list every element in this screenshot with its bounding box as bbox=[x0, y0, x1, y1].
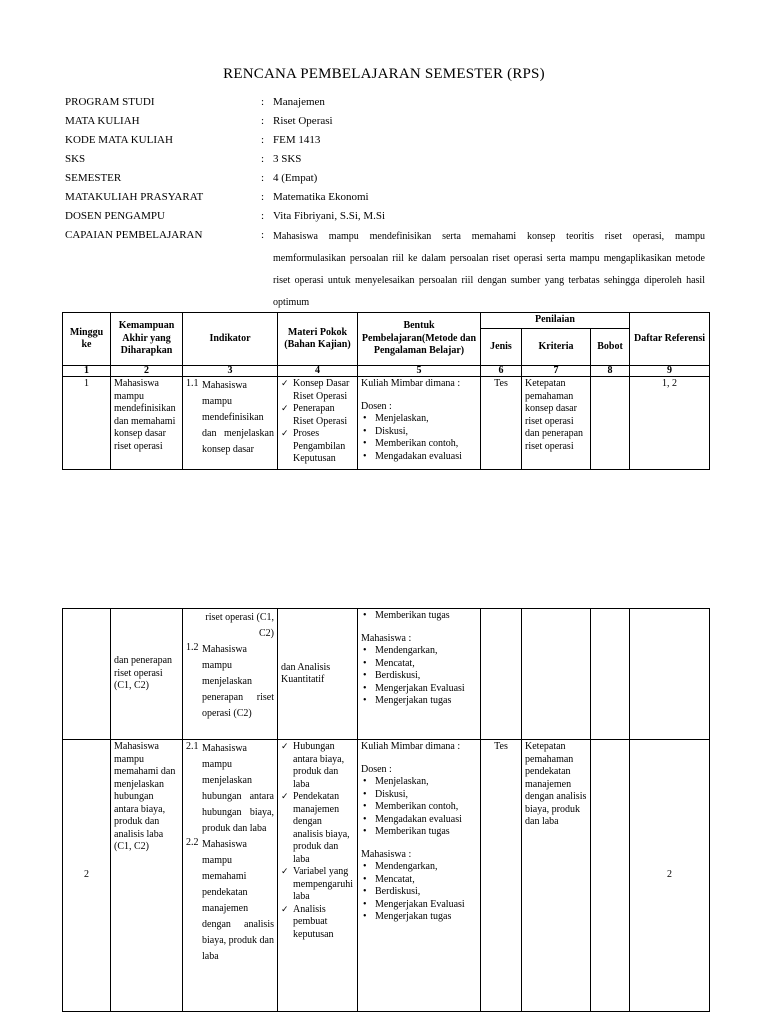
dosen-item: • Menjelaskan, bbox=[361, 413, 477, 426]
dosen-item: • Memberikan contoh, bbox=[361, 801, 477, 814]
info-value: 3 SKS bbox=[273, 153, 302, 165]
info-label: DOSEN PENGAMPU bbox=[65, 210, 165, 222]
indicator-number: 2.1 bbox=[186, 741, 199, 752]
materi-item: ✓ Penerapan Riset Operasi bbox=[281, 403, 354, 428]
mahasiswa-item: • Mendengarkan, bbox=[361, 645, 477, 658]
info-value: Vita Fibriyani, S.Si, M.Si bbox=[273, 210, 386, 222]
info-colon: : bbox=[261, 153, 265, 165]
cell-minggu bbox=[63, 609, 111, 740]
info-value: Mahasiswa mampu mendefinisikan serta memahami konsep teoritis riset operasi, mampu memformulasikan persoalan riil ke dalam persoalan riset operasi serta mampu mengaplikasikan metode riset operasi untuk menyelesaikan persoalan riil dengan sumber yang terbatas sehingga diperoleh hasil optimum bbox=[273, 231, 705, 308]
info-row-capaian bbox=[65, 226, 705, 314]
dosen-item: • Diskusi, bbox=[361, 426, 477, 439]
info-row-program-studi bbox=[65, 93, 705, 112]
cell-indikator bbox=[183, 740, 278, 1012]
dosen-item: • Mengadakan evaluasi bbox=[361, 451, 477, 464]
cell-bentuk bbox=[358, 609, 481, 740]
info-colon: : bbox=[261, 229, 265, 241]
info-colon: : bbox=[261, 210, 265, 222]
mahasiswa-item: • Mencatat, bbox=[361, 874, 477, 887]
info-label: KODE MATA KULIAH bbox=[65, 134, 173, 146]
table-row-week1 bbox=[63, 377, 710, 470]
info-row-kode bbox=[65, 131, 705, 150]
mahasiswa-item: • Berdiskusi, bbox=[361, 886, 477, 899]
materi-item: ✓ Proses Pengambilan Keputusan bbox=[281, 428, 354, 466]
indicator-text: Mahasiswa mampu memahami pendekatan manajemen dengan analisis biaya, produk dan laba bbox=[202, 839, 274, 962]
header-minggu: Minggu ke bbox=[63, 313, 111, 366]
materi-item: ✓ Pendekatan manajemen dengan analisis biaya, produk dan laba bbox=[281, 791, 354, 866]
cell-materi bbox=[278, 740, 358, 1012]
mahasiswa-label: Mahasiswa : bbox=[361, 632, 412, 644]
table-row-week2 bbox=[63, 740, 710, 1012]
col-number: 2 bbox=[111, 366, 183, 377]
info-row-semester bbox=[65, 169, 705, 188]
bentuk-intro: Kuliah Mimbar dimana : bbox=[361, 378, 461, 389]
cell-kemampuan: Mahasiswa mampu mendefinisikan dan memahami konsep dasar riset operasi bbox=[111, 377, 183, 470]
rps-table-page1 bbox=[62, 312, 710, 470]
indicator-number: 1.1 bbox=[186, 378, 199, 389]
cell-minggu: 2 bbox=[63, 740, 111, 1012]
header-bobot: Bobot bbox=[591, 329, 630, 366]
info-colon: : bbox=[261, 172, 265, 184]
mahasiswa-item: • Berdiskusi, bbox=[361, 670, 477, 683]
header-indikator: Indikator bbox=[183, 313, 278, 366]
dosen-item: • Memberikan tugas bbox=[361, 610, 477, 623]
header-jenis: Jenis bbox=[481, 329, 522, 366]
materi-item: ✓ Konsep Dasar Riset Operasi bbox=[281, 378, 354, 403]
indicator-text: Mahasiswa mampu mendefinisikan dan menjelaskan konsep dasar bbox=[202, 380, 274, 455]
cell-jenis bbox=[481, 609, 522, 740]
indicator-text: Mahasiswa mampu menjelaskan hubungan antara hubungan biaya, produk dan laba bbox=[202, 743, 274, 834]
mahasiswa-item: • Mengerjakan tugas bbox=[361, 695, 477, 708]
info-colon: : bbox=[261, 115, 265, 127]
dosen-label: Dosen : bbox=[361, 400, 392, 412]
info-row-sks bbox=[65, 150, 705, 169]
cell-minggu: 1 bbox=[63, 377, 111, 470]
col-number: 9 bbox=[630, 366, 710, 377]
col-number: 7 bbox=[522, 366, 591, 377]
cell-indikator bbox=[183, 609, 278, 740]
dosen-item: • Diskusi, bbox=[361, 789, 477, 802]
col-number: 1 bbox=[63, 366, 111, 377]
info-row-dosen bbox=[65, 207, 705, 226]
header-penilaian: Penilaian bbox=[481, 313, 630, 329]
table-row-week1-cont bbox=[63, 609, 710, 740]
cell-referensi bbox=[630, 609, 710, 740]
header-referensi: Daftar Referensi bbox=[630, 313, 710, 366]
info-value: 4 (Empat) bbox=[273, 172, 318, 184]
cell-bobot bbox=[591, 377, 630, 470]
col-number: 8 bbox=[591, 366, 630, 377]
info-label: CAPAIAN PEMBELAJARAN bbox=[65, 229, 203, 241]
cell-kemampuan: Mahasiswa mampu memahami dan menjelaskan hubungan antara biaya, produk dan analisis laba (C1, C2) bbox=[111, 740, 183, 1012]
mahasiswa-item: • Mengerjakan Evaluasi bbox=[361, 683, 477, 696]
col-number: 3 bbox=[183, 366, 278, 377]
dosen-label: Dosen : bbox=[361, 763, 392, 775]
header-bentuk: Bentuk Pembelajaran(Metode dan Pengalaman Belajar) bbox=[358, 313, 481, 366]
document-title: RENCANA PEMBELAJARAN SEMESTER (RPS) bbox=[223, 66, 545, 82]
info-colon: : bbox=[261, 134, 265, 146]
info-label: SEMESTER bbox=[65, 172, 122, 184]
mahasiswa-item: • Mendengarkan, bbox=[361, 861, 477, 874]
info-label: MATA KULIAH bbox=[65, 115, 140, 127]
cell-referensi: 1, 2 bbox=[630, 377, 710, 470]
cell-indikator bbox=[183, 377, 278, 470]
info-value: Riset Operasi bbox=[273, 115, 333, 127]
dosen-item: • Menjelaskan, bbox=[361, 776, 477, 789]
dosen-item: • Memberikan contoh, bbox=[361, 438, 477, 451]
cell-kriteria: Ketepatan pemahaman pendekatan manajemen dengan analisis biaya, produk dan laba bbox=[522, 740, 591, 1012]
col-number: 6 bbox=[481, 366, 522, 377]
cell-jenis: Tes bbox=[481, 740, 522, 1012]
info-value: FEM 1413 bbox=[273, 134, 321, 146]
info-label: PROGRAM STUDI bbox=[65, 96, 155, 108]
dosen-item: • Memberikan tugas bbox=[361, 826, 477, 839]
dosen-item: • Mengadakan evaluasi bbox=[361, 814, 477, 827]
info-row-prasyarat bbox=[65, 188, 705, 207]
cell-bobot bbox=[591, 740, 630, 1012]
cell-materi: dan Analisis Kuantitatif bbox=[278, 609, 358, 740]
cell-bentuk bbox=[358, 377, 481, 470]
bentuk-intro: Kuliah Mimbar dimana : bbox=[361, 741, 461, 752]
materi-item: ✓ Variabel yang mempengaruhi laba bbox=[281, 866, 354, 904]
cell-kriteria: Ketepatan pemahaman konsep dasar riset operasi dan penerapan riset operasi bbox=[522, 377, 591, 470]
indicator-number: 2.2 bbox=[186, 837, 199, 848]
info-colon: : bbox=[261, 96, 265, 108]
materi-item: ✓ Hubungan antara biaya, produk dan laba bbox=[281, 741, 354, 791]
mahasiswa-label: Mahasiswa : bbox=[361, 848, 412, 860]
cell-kriteria bbox=[522, 609, 591, 740]
header-materi: Materi Pokok (Bahan Kajian) bbox=[278, 313, 358, 366]
cell-referensi: 2 bbox=[630, 740, 710, 1012]
cell-bobot bbox=[591, 609, 630, 740]
cell-jenis: Tes bbox=[481, 377, 522, 470]
materi-item: ✓ Analisis pembuat keputusan bbox=[281, 904, 354, 942]
header-kriteria: Kriteria bbox=[522, 329, 591, 366]
info-colon: : bbox=[261, 191, 265, 203]
cell-kemampuan: dan penerapan riset operasi (C1, C2) bbox=[111, 609, 183, 740]
cell-bentuk bbox=[358, 740, 481, 1012]
rps-table-page2 bbox=[62, 608, 710, 1012]
mahasiswa-item: • Mencatat, bbox=[361, 658, 477, 671]
course-info bbox=[65, 93, 705, 314]
indicator-text: riset operasi (C1, C2) bbox=[205, 612, 274, 639]
col-number: 5 bbox=[358, 366, 481, 377]
indicator-text: Mahasiswa mampu menjelaskan penerapan riset operasi (C2) bbox=[202, 644, 274, 719]
header-kemampuan: Kemampuan Akhir yang Diharapkan bbox=[111, 313, 183, 366]
col-number: 4 bbox=[278, 366, 358, 377]
indicator-number: 1.2 bbox=[186, 642, 199, 653]
info-label: SKS bbox=[65, 153, 86, 165]
info-row-mata-kuliah bbox=[65, 112, 705, 131]
mahasiswa-item: • Mengerjakan tugas bbox=[361, 911, 477, 924]
info-value: Matematika Ekonomi bbox=[273, 191, 369, 203]
info-value: Manajemen bbox=[273, 96, 325, 108]
mahasiswa-item: • Mengerjakan Evaluasi bbox=[361, 899, 477, 912]
info-label: MATAKULIAH PRASYARAT bbox=[65, 191, 204, 203]
cell-materi bbox=[278, 377, 358, 470]
